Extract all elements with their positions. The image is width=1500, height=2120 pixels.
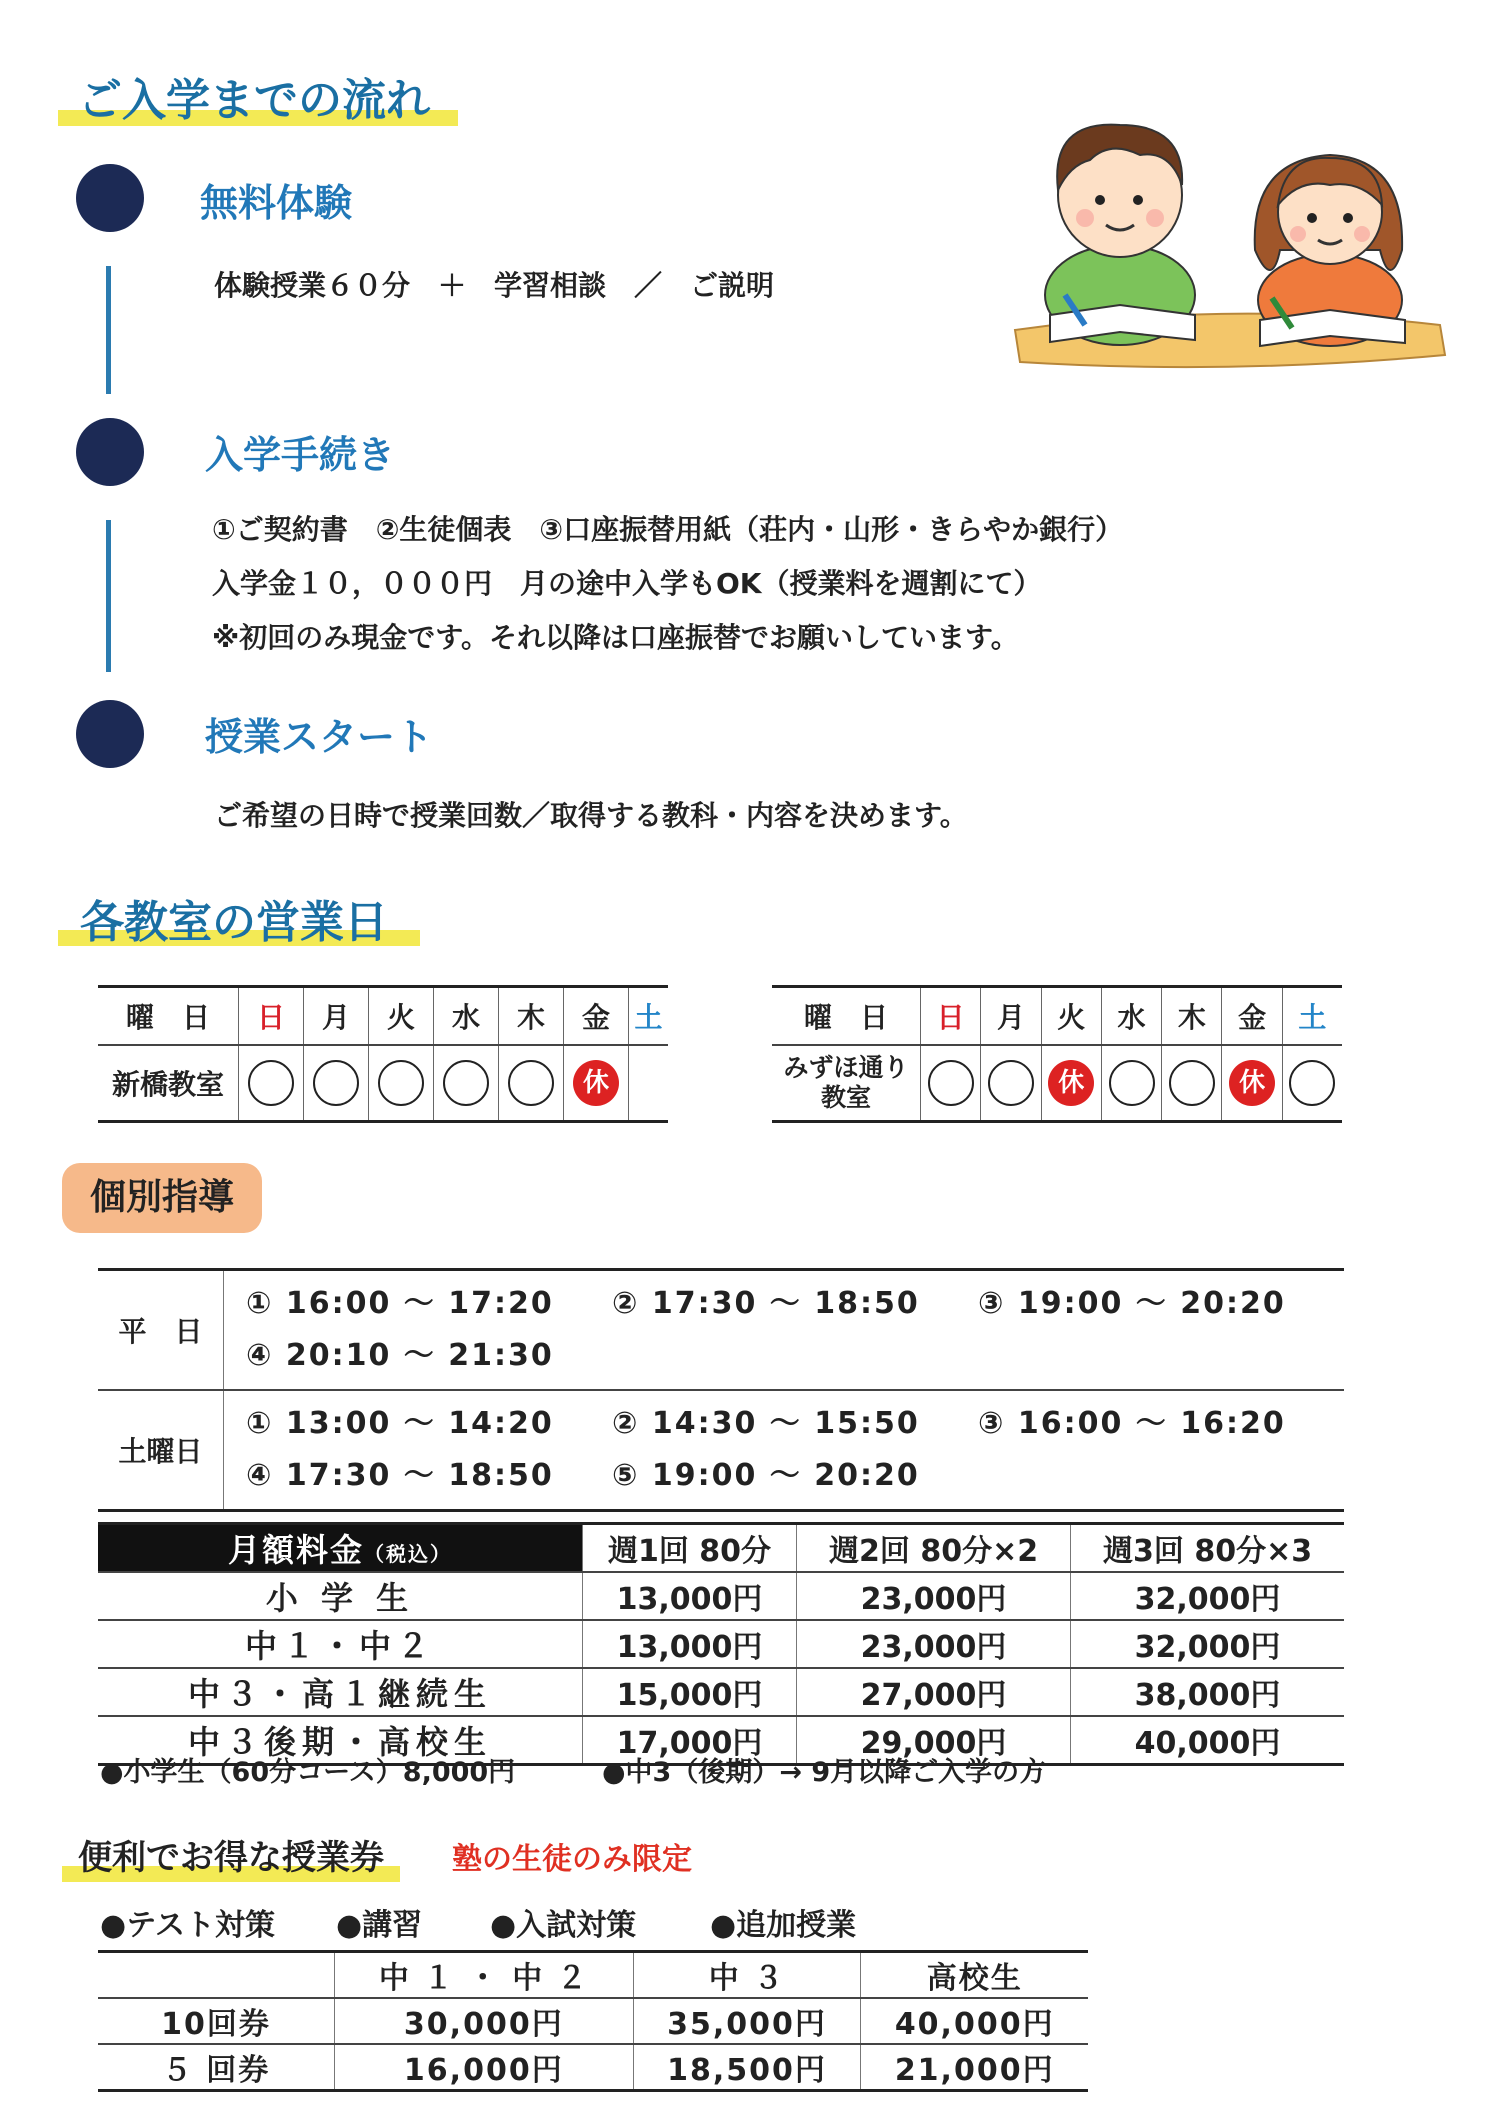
status-open — [369, 1045, 434, 1122]
time-slot: ④ 17:30 ～ 18:50 — [246, 1458, 554, 1493]
status-open — [981, 1045, 1041, 1122]
day-thu: 木 — [1162, 987, 1222, 1046]
step-2-line-3: ※初回のみ現金です。それ以降は口座振替でお願いしています。 — [212, 621, 1019, 654]
status-none — [629, 1045, 669, 1122]
step-2-line-1: ①ご契約書 ②生徒個表 ③口座振替用紙（荘内・山形・きらやか銀行） — [212, 513, 1124, 546]
step-connector-2 — [106, 520, 111, 672]
day-fri: 金 — [1222, 987, 1282, 1046]
status-open — [1101, 1045, 1161, 1122]
time-slot: ④ 20:10 ～ 21:30 — [246, 1338, 554, 1373]
hours-title: 各教室の営業日 — [80, 897, 388, 948]
step-2-dot — [76, 418, 144, 486]
flow-title: ご入学までの流れ — [78, 75, 430, 126]
fees-category: 小 学 生 — [98, 1572, 583, 1620]
time-slot: ② 14:30 ～ 15:50 — [612, 1406, 920, 1441]
classroom-name-line-1: みずほ通り — [783, 1053, 909, 1082]
status-open — [1282, 1045, 1342, 1122]
step-connector-1 — [106, 266, 111, 394]
open-circle-icon — [313, 1060, 359, 1106]
ticket-price: 21,000円 — [861, 2044, 1088, 2091]
status-open — [239, 1045, 304, 1122]
status-open — [434, 1045, 499, 1122]
day-mon: 月 — [981, 987, 1041, 1046]
time-slot: ⑤ 19:00 ～ 20:20 — [612, 1458, 920, 1493]
day-header-label: 曜 日 — [772, 987, 921, 1046]
closed-badge: 休 — [1048, 1060, 1094, 1106]
fee-value: 27,000円 — [797, 1668, 1071, 1716]
time-slot: ① 16:00 ～ 17:20 — [246, 1286, 554, 1321]
ticket-price: 16,000円 — [335, 2044, 634, 2091]
open-circle-icon — [928, 1060, 974, 1106]
saturday-label: 土曜日 — [98, 1390, 224, 1511]
weekday-slots — [224, 1270, 1345, 1391]
open-circle-icon — [1109, 1060, 1155, 1106]
monthly-fees-table — [98, 1522, 1344, 1766]
fee-value: 23,000円 — [797, 1620, 1071, 1668]
fees-col-header: 週2回 80分×2 — [797, 1524, 1071, 1573]
fees-note-elementary: ●小学生（60分コース）8,000円 — [100, 1757, 516, 1788]
individual-badge: 個別指導 — [62, 1163, 262, 1233]
tickets-col-header: 高校生 — [861, 1952, 1088, 1999]
fee-value: 38,000円 — [1071, 1668, 1344, 1716]
fee-value: 13,000円 — [583, 1572, 797, 1620]
weekday-label: 平 日 — [98, 1270, 224, 1391]
fees-category: 中１・中２ — [98, 1620, 583, 1668]
day-sun: 日 — [921, 987, 981, 1046]
time-slot: ② 17:30 ～ 18:50 — [612, 1286, 920, 1321]
tickets-corner — [98, 1952, 335, 1999]
ticket-price: 18,500円 — [633, 2044, 861, 2091]
kids-studying-illustration — [1010, 100, 1450, 370]
day-wed: 水 — [1101, 987, 1161, 1046]
ticket-label: 10回券 — [98, 1998, 335, 2044]
fee-value: 40,000円 — [1071, 1716, 1344, 1765]
day-sun: 日 — [239, 987, 304, 1046]
day-sat: 土 — [1282, 987, 1342, 1046]
status-closed — [1041, 1045, 1101, 1122]
ticket-item: ●追加授業 — [710, 1908, 857, 1943]
tickets-limit-note: 塾の生徒のみ限定 — [452, 1842, 692, 1877]
step-1-dot — [76, 164, 144, 232]
fees-title — [98, 1524, 583, 1573]
ticket-item: ●入試対策 — [490, 1908, 637, 1943]
tickets-col-header: 中 １ ・ 中 ２ — [335, 1952, 634, 1999]
open-circle-icon — [1169, 1060, 1215, 1106]
fees-category: 中３・高１継続生 — [98, 1668, 583, 1716]
open-circle-icon — [378, 1060, 424, 1106]
day-thu: 木 — [499, 987, 564, 1046]
fee-value: 32,000円 — [1071, 1620, 1344, 1668]
closed-badge: 休 — [1229, 1060, 1275, 1106]
fee-value: 17,000円 — [583, 1716, 797, 1765]
ticket-price: 30,000円 — [335, 1998, 634, 2044]
step-3-dot — [76, 700, 144, 768]
day-mon: 月 — [304, 987, 369, 1046]
fees-col-header: 週3回 80分×3 — [1071, 1524, 1344, 1573]
open-circle-icon — [988, 1060, 1034, 1106]
closed-badge: 休 — [573, 1060, 619, 1106]
ticket-item: ●テスト対策 — [100, 1908, 275, 1943]
fees-col-header: 週1回 80分 — [583, 1524, 797, 1573]
tickets-col-header: 中 ３ — [633, 1952, 861, 1999]
open-circle-icon — [1289, 1060, 1335, 1106]
time-slot: ③ 16:00 ～ 16:20 — [978, 1406, 1286, 1441]
day-tue: 火 — [369, 987, 434, 1046]
ticket-label: ５ 回券 — [98, 2044, 335, 2091]
day-tue: 火 — [1041, 987, 1101, 1046]
classroom-name-line-2: 教室 — [820, 1083, 871, 1112]
time-slot: ① 13:00 ～ 14:20 — [246, 1406, 554, 1441]
step-3-text: ご希望の日時で授業回数／取得する教科・内容を決めます。 — [214, 799, 968, 832]
status-closed — [1222, 1045, 1282, 1122]
open-circle-icon — [443, 1060, 489, 1106]
fees-note-junior3: ●中3（後期）→ 9月以降ご入学の方 — [602, 1757, 1047, 1788]
step-3-title: 授業スタート — [205, 715, 434, 759]
status-open — [499, 1045, 564, 1122]
saturday-slots — [224, 1390, 1345, 1511]
step-2-line-2: 入学金１０，０００円 月の途中入学もOK（授業料を週割にて） — [212, 567, 1042, 600]
fee-value: 13,000円 — [583, 1620, 797, 1668]
tickets-table — [98, 1950, 1088, 2092]
time-slot: ③ 19:00 ～ 20:20 — [978, 1286, 1286, 1321]
classroom-name: 新橋教室 — [98, 1045, 239, 1122]
step-2-title: 入学手続き — [205, 433, 396, 477]
day-wed: 水 — [434, 987, 499, 1046]
fees-title-tax: （税込） — [364, 1542, 452, 1566]
status-open — [304, 1045, 369, 1122]
ticket-price: 40,000円 — [861, 1998, 1088, 2044]
status-closed — [564, 1045, 629, 1122]
step-1-title: 無料体験 — [200, 181, 353, 225]
open-circle-icon — [508, 1060, 554, 1106]
fee-value: 32,000円 — [1071, 1572, 1344, 1620]
mizuho-schedule-table — [772, 985, 1342, 1123]
fee-value: 15,000円 — [583, 1668, 797, 1716]
tickets-title: 便利でお得な授業券 — [78, 1838, 384, 1878]
day-header-label: 曜 日 — [98, 987, 239, 1046]
ticket-price: 35,000円 — [633, 1998, 861, 2044]
classroom-name — [772, 1045, 921, 1122]
ticket-item: ●講習 — [336, 1908, 423, 1943]
fees-title-text: 月額料金 — [227, 1531, 364, 1569]
lesson-times-table — [98, 1268, 1344, 1512]
fee-value: 29,000円 — [797, 1716, 1071, 1765]
fee-value: 23,000円 — [797, 1572, 1071, 1620]
day-sat: 土 — [629, 987, 669, 1046]
step-1-text: 体験授業６０分 ＋ 学習相談 ／ ご説明 — [214, 269, 775, 302]
shinbashi-schedule-table — [98, 985, 668, 1123]
status-open — [1162, 1045, 1222, 1122]
day-fri: 金 — [564, 987, 629, 1046]
status-open — [921, 1045, 981, 1122]
fees-category: 中３後期・高校生 — [98, 1716, 583, 1765]
open-circle-icon — [248, 1060, 294, 1106]
